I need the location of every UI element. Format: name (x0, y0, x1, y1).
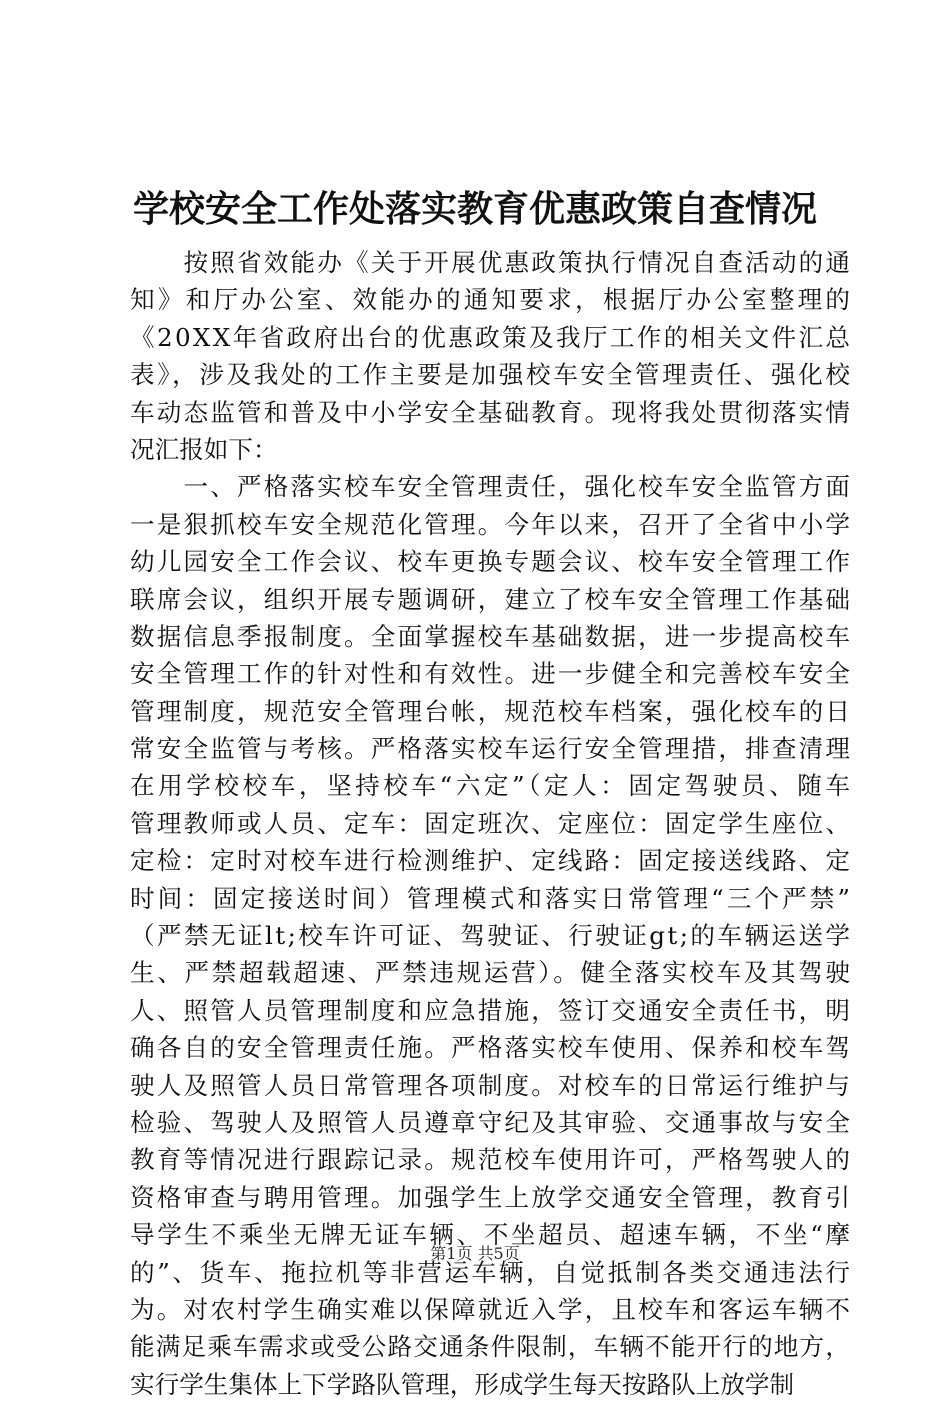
text-line: 的”、货车、拖拉机等非营运车辆，自觉抵制各类交通违法行 (130, 1257, 853, 1287)
text-line: 实行学生集体上下学路队管理，形成学生每天按路队上放学制 (130, 1369, 795, 1399)
text-line: 资格审查与聘用管理。加强学生上放学交通安全管理，教育引 (130, 1182, 853, 1212)
text-line: 生、严禁超载超速、严禁违规运营）。健全落实校车及其驾驶 (130, 958, 853, 988)
text-line: 确各自的安全管理责任施。严格落实校车使用、保养和校车驾 (130, 1033, 853, 1063)
text-line: 表》，涉及我处的工作主要是加强校车安全管理责任、强化校 (130, 360, 853, 390)
text-line: 况汇报如下： (130, 434, 278, 464)
text-line: 一是狠抓校车安全规范化管理。今年以来，召开了全省中小学 (130, 509, 853, 539)
text-line: 管理教师或人员、定车：固定班次、定座位：固定学生座位、 (130, 808, 853, 838)
text-line: 人、照管人员管理制度和应急措施，签订交通安全责任书，明 (130, 995, 853, 1025)
text-line: 时间：固定接送时间）管理模式和落实日常管理“三个严禁” (130, 883, 854, 913)
text-line: 一、严格落实校车安全管理责任，强化校车安全监管方面 (130, 472, 853, 502)
text-line: 为。对农村学生确实难以保障就近入学，且校车和客运车辆不 (130, 1294, 853, 1324)
text-line: 常安全监管与考核。严格落实校车运行安全管理措，排查清理 (130, 734, 853, 764)
document-body (130, 244, 854, 1403)
text-line: 在用学校校车，坚持校车“六定”（定人：固定驾驶员、随车 (130, 771, 854, 801)
text-line: 定检：定时对校车进行检测维护、定线路：固定接送线路、定 (130, 846, 853, 876)
text-line: 安全管理工作的针对性和有效性。进一步健全和完善校车安全 (130, 659, 853, 689)
text-line: 车动态监管和普及中小学安全基础教育。现将我处贯彻落实情 (130, 397, 853, 427)
text-line: 知》和厅办公室、效能办的通知要求，根据厅办公室整理的 (130, 285, 854, 315)
text-line: 按照省效能办《关于开展优惠政策执行情况自查活动的通 (130, 248, 853, 277)
paragraph (130, 244, 854, 468)
document-title: 学校安全工作处落实教育优惠政策自查情况 (132, 188, 817, 230)
text-line: 检验、驾驶人及照管人员遵章守纪及其审验、交通事故与安全 (130, 1107, 853, 1137)
page-footer: 第1页 共5页 (430, 1244, 520, 1263)
text-line: 联席会议，组织开展专题调研，建立了校车安全管理工作基础 (130, 584, 853, 614)
text-line: 教育等情况进行跟踪记录。规范校车使用许可，严格驾驶人的 (130, 1145, 853, 1175)
text-line: （严禁无证lt;校车许可证、驾驶证、行驶证gt;的车辆运送学 (130, 921, 853, 951)
text-line: 管理制度，规范安全管理台帐，规范校车档案，强化校车的日 (130, 696, 853, 726)
text-line: 能满足乘车需求或受公路交通条件限制，车辆不能开行的地方， (130, 1332, 852, 1362)
text-line: 《20XX年省政府出台的优惠政策及我厅工作的相关文件汇总 (130, 322, 853, 352)
text-line: 数据信息季报制度。全面掌握校车基础数据，进一步提高校车 (130, 621, 853, 651)
text-line: 驶人及照管人员日常管理各项制度。对校车的日常运行维护与 (130, 1070, 853, 1100)
text-line: 导学生不乘坐无牌无证车辆、不坐超员、超速车辆，不坐“摩 (130, 1220, 853, 1250)
text-line: 幼儿园安全工作会议、校车更换专题会议、校车安全管理工作 (130, 547, 853, 577)
